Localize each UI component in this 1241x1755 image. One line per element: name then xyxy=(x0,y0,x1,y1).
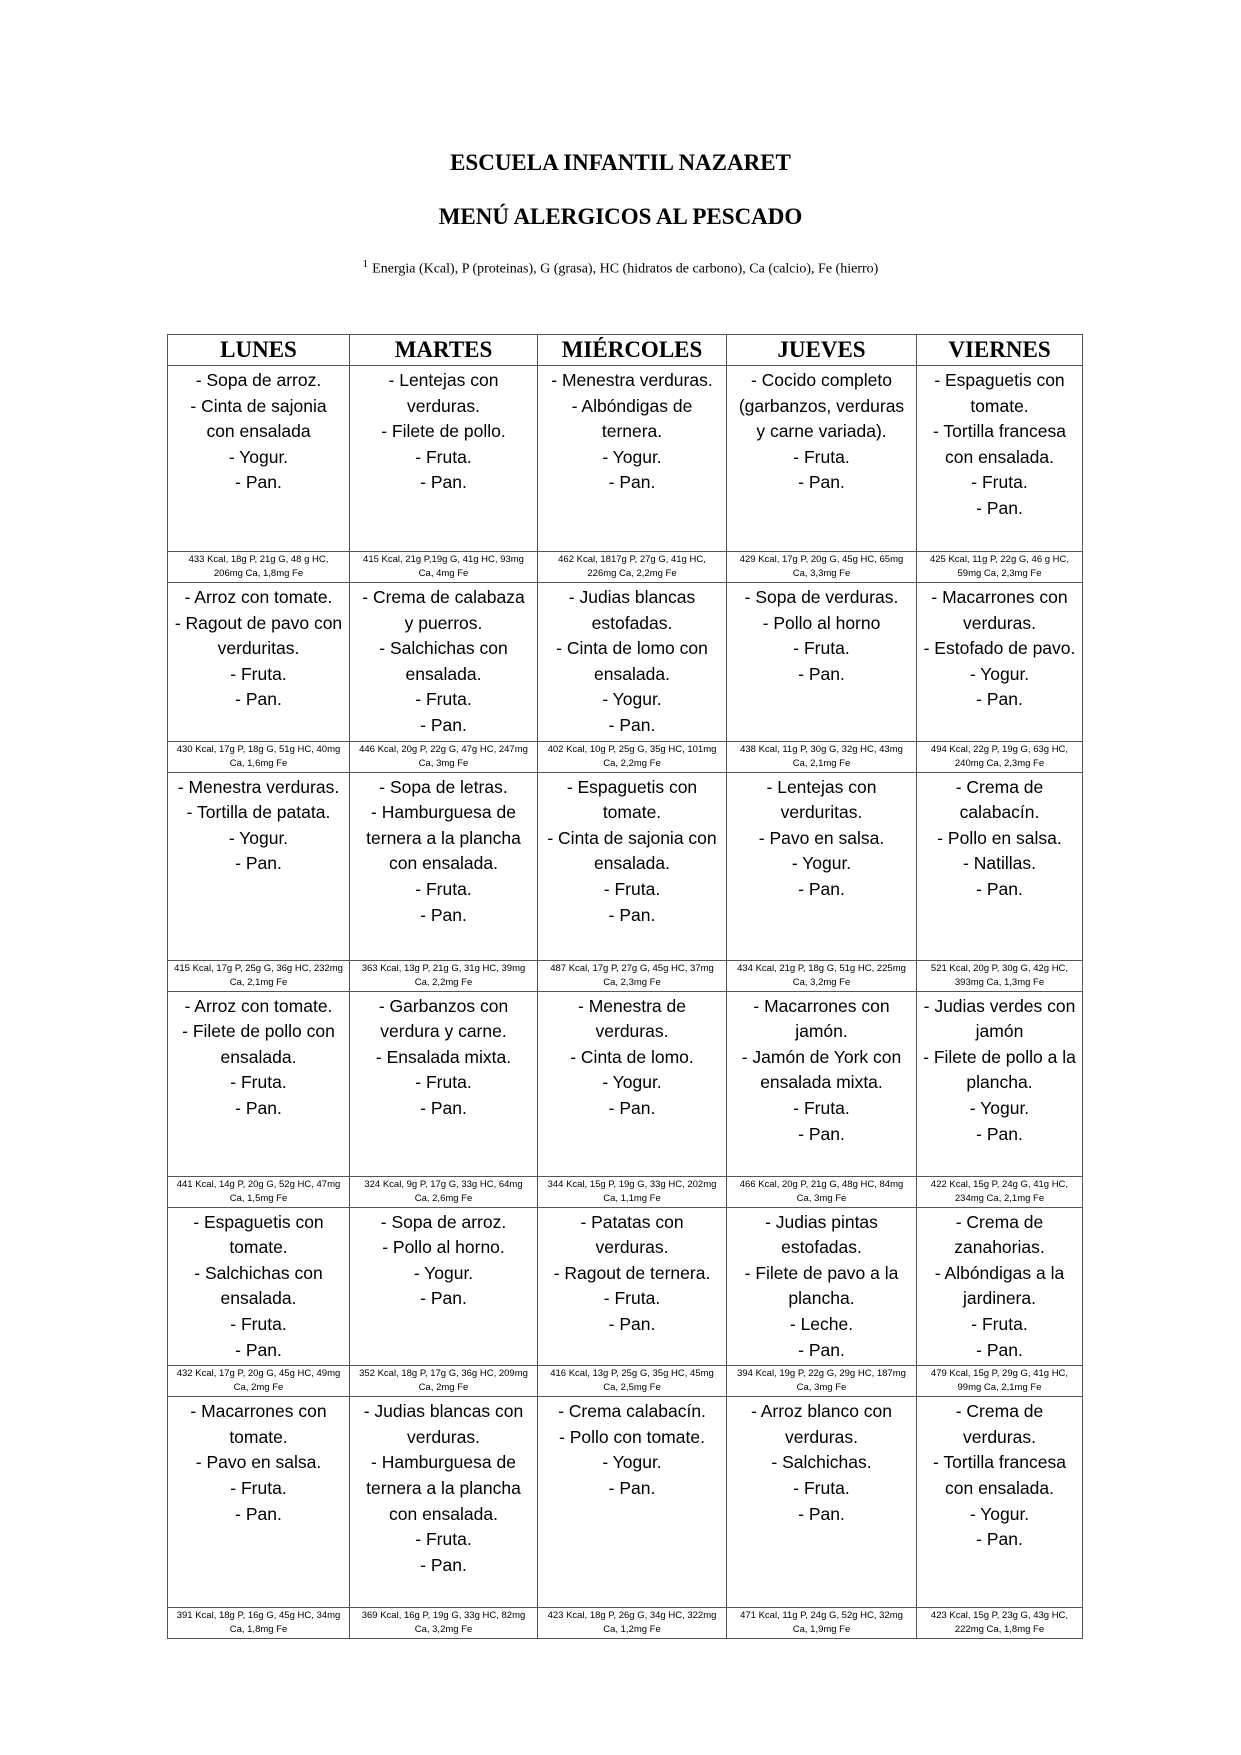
menu-text: - Crema de zanahorias. - Albóndigas a la jardinera. - Fruta. - Pan. xyxy=(934,1211,1065,1360)
nutrition-cell: 466 Kcal, 20g P, 21g G, 48g HC, 84mg Ca, 3mg Fe xyxy=(727,1176,917,1207)
nutrition-cell: 402 Kcal, 10g P, 25g G, 35g HC, 101mg Ca, 2,2mg Fe xyxy=(538,741,727,772)
menu-cell xyxy=(350,366,538,552)
legend-footnote-mark: 1 xyxy=(362,258,369,270)
nutrition-cell: 415 Kcal, 21g P,19g G, 41g HC, 93mg Ca, 4mg Fe xyxy=(350,552,538,583)
menu-text: - Sopa de arroz. - Pollo al horno. - Yogur. - Pan. xyxy=(380,1211,507,1309)
nutrition-cell: 415 Kcal, 17g P, 25g G, 36g HC, 232mg Ca, 2,1mg Fe xyxy=(168,960,350,991)
nutrition-cell: 369 Kcal, 16g P, 19g G, 33g HC, 82mg Ca, 3,2mg Fe xyxy=(350,1608,538,1639)
weekly-menu-table xyxy=(167,334,1083,1639)
menu-text: - Sopa de verduras. - Pollo al horno - Fruta. - Pan. xyxy=(744,587,899,684)
nutrition-cell: 479 Kcal, 15g P, 29g G, 41g HC, 99mg Ca, 2,1mg Fe xyxy=(917,1366,1083,1397)
menu-cell xyxy=(727,366,917,552)
menu-cell xyxy=(917,772,1083,960)
document-subtitle: MENÚ ALERGICOS AL PESCADO xyxy=(438,204,803,229)
menu-cell xyxy=(917,1397,1083,1608)
menu-cell xyxy=(727,991,917,1176)
document-title: ESCUELA INFANTIL NAZARET xyxy=(450,150,791,175)
menu-cell xyxy=(168,1397,350,1608)
nutrition-cell: 494 Kcal, 22g P, 19g G, 63g HC, 240mg Ca, 2,3mg Fe xyxy=(917,741,1083,772)
menu-row xyxy=(168,991,1083,1176)
menu-text: - Patatas con verduras. - Ragout de ternera. - Fruta. - Pan. xyxy=(553,1211,711,1334)
nutrition-cell: 394 Kcal, 19g P, 22g G, 29g HC, 187mg Ca, 3mg Fe xyxy=(727,1366,917,1397)
nutrition-cell: 363 Kcal, 13g P, 21g G, 31g HC, 39mg Ca, 2,2mg Fe xyxy=(350,960,538,991)
nutrition-cell: 391 Kcal, 18g P, 16g G, 45g HC, 34mg Ca, 1,8mg Fe xyxy=(168,1608,350,1639)
menu-cell xyxy=(538,772,727,960)
menu-cell xyxy=(168,1207,350,1366)
menu-text: - Crema de calabacín. - Pollo en salsa. - Natillas. - Pan. xyxy=(937,776,1062,899)
nutrition-cell: 352 Kcal, 18g P, 17g G, 36g HC, 209mg Ca, 2mg Fe xyxy=(350,1366,538,1397)
nutrition-cell: 487 Kcal, 17g P, 27g G, 45g HC, 37mg Ca, 2,3mg Fe xyxy=(538,960,727,991)
menu-cell xyxy=(168,583,350,742)
menu-text: - Arroz con tomate. - Filete de pollo con ensalada. - Fruta. - Pan. xyxy=(182,995,335,1118)
menu-text: - Crema de verduras. - Tortilla francesa con ensalada. - Yogur. - Pan. xyxy=(933,1401,1066,1550)
menu-text: - Crema calabacín. - Pollo con tomate. - Yogur. - Pan. xyxy=(558,1401,706,1498)
menu-text: - Cocido completo (garbanzos, verduras y carne variada). - Fruta. - Pan. xyxy=(738,370,905,493)
menu-text: - Lentejas con verduritas. - Pavo en salsa. - Yogur. - Pan. xyxy=(758,776,885,899)
nutrition-row xyxy=(168,1608,1083,1639)
menu-row xyxy=(168,366,1083,552)
menu-row xyxy=(168,583,1083,742)
nutrition-cell: 324 Kcal, 9g P, 17g G, 33g HC, 64mg Ca, 2,6mg Fe xyxy=(350,1176,538,1207)
nutrition-cell: 462 Kcal, 1817g P, 27g G, 41g HC, 226mg Ca, 2,2mg Fe xyxy=(538,552,727,583)
menu-cell xyxy=(350,772,538,960)
menu-cell xyxy=(350,991,538,1176)
menu-text: - Judias blancas estofadas. - Cinta de lomo con ensalada. - Yogur. - Pan. xyxy=(556,587,708,735)
nutrition-row xyxy=(168,741,1083,772)
day-header-jueves: JUEVES xyxy=(727,335,917,366)
nutrition-cell: 441 Kcal, 14g P, 20g G, 52g HC, 47mg Ca, 1,5mg Fe xyxy=(168,1176,350,1207)
day-header-lunes: LUNES xyxy=(168,335,350,366)
nutrition-cell: 446 Kcal, 20g P, 22g G, 47g HC, 247mg Ca, 3mg Fe xyxy=(350,741,538,772)
day-header-row xyxy=(168,335,1083,366)
menu-cell xyxy=(727,583,917,742)
menu-cell xyxy=(168,772,350,960)
menu-cell xyxy=(538,1207,727,1366)
nutrition-legend xyxy=(0,258,1241,278)
nutrition-row xyxy=(168,552,1083,583)
nutrition-cell: 416 Kcal, 13g P, 25g G, 35g HC, 45mg Ca, 2,5mg Fe xyxy=(538,1366,727,1397)
menu-cell xyxy=(350,1397,538,1608)
menu-text: - Judias verdes con jamón - Filete de pollo a la plancha. - Yogur. - Pan. xyxy=(923,995,1076,1144)
menu-cell xyxy=(350,1207,538,1366)
nutrition-cell: 521 Kcal, 20g P, 30g G, 42g HC, 393mg Ca, 1,3mg Fe xyxy=(917,960,1083,991)
nutrition-cell: 471 Kcal, 11g P, 24g G, 52g HC, 32mg Ca, 1,9mg Fe xyxy=(727,1608,917,1639)
nutrition-cell: 432 Kcal, 17g P, 20g G, 45g HC, 49mg Ca, 2mg Fe xyxy=(168,1366,350,1397)
menu-cell xyxy=(538,366,727,552)
nutrition-row xyxy=(168,960,1083,991)
menu-text: - Arroz blanco con verduras. - Salchichas. - Fruta. - Pan. xyxy=(750,1401,893,1524)
menu-text: - Lentejas con verduras. - Filete de pollo. - Fruta. - Pan. xyxy=(381,370,506,493)
menu-cell xyxy=(727,1207,917,1366)
nutrition-cell: 423 Kcal, 15g P, 23g G, 43g HC, 222mg Ca, 1,8mg Fe xyxy=(917,1608,1083,1639)
menu-text: - Menestra de verduras. - Cinta de lomo. - Yogur. - Pan. xyxy=(570,995,694,1118)
menu-cell xyxy=(168,366,350,552)
nutrition-cell: 438 Kcal, 11g P, 30g G, 32g HC, 43mg Ca, 2,1mg Fe xyxy=(727,741,917,772)
menu-text: - Crema de calabaza y puerros. - Salchichas con ensalada. - Fruta. - Pan. xyxy=(362,587,525,735)
menu-cell xyxy=(917,1207,1083,1366)
menu-text: - Judias blancas con verduras. - Hamburguesa de ternera a la plancha con ensalada. - Fruta. - Pan. xyxy=(363,1401,524,1575)
menu-text: - Menestra verduras. - Tortilla de patata. - Yogur. - Pan. xyxy=(177,776,340,874)
menu-cell xyxy=(538,991,727,1176)
menu-cell xyxy=(727,1397,917,1608)
nutrition-cell: 433 Kcal, 18g P, 21g G, 48 g HC, 206mg Ca, 1,8mg Fe xyxy=(168,552,350,583)
menu-text: - Espaguetis con tomate. - Tortilla francesa con ensalada. - Fruta. - Pan. xyxy=(933,370,1066,518)
nutrition-row xyxy=(168,1366,1083,1397)
day-header-viernes: VIERNES xyxy=(917,335,1083,366)
menu-text: - Macarrones con jamón. - Jamón de York con ensalada mixta. - Fruta. - Pan. xyxy=(741,995,902,1144)
menu-cell xyxy=(727,772,917,960)
menu-text: - Espaguetis con tomate. - Salchichas con ensalada. - Fruta. - Pan. xyxy=(193,1211,324,1360)
menu-cell xyxy=(538,583,727,742)
menu-cell xyxy=(917,583,1083,742)
nutrition-cell: 425 Kcal, 11g P, 22g G, 46 g HC, 59mg Ca, 2,3mg Fe xyxy=(917,552,1083,583)
nutrition-row xyxy=(168,1176,1083,1207)
menu-text: - Arroz con tomate. - Ragout de pavo con verduritas. - Fruta. - Pan. xyxy=(174,587,343,710)
menu-text: - Menestra verduras. - Albóndigas de ternera. - Yogur. - Pan. xyxy=(551,370,713,493)
day-header-miercoles: MIÉRCOLES xyxy=(538,335,727,366)
menu-text: - Judias pintas estofadas. - Filete de pavo a la plancha. - Leche. - Pan. xyxy=(744,1211,899,1360)
menu-row xyxy=(168,1397,1083,1608)
menu-cell xyxy=(538,1397,727,1608)
menu-cell xyxy=(350,583,538,742)
menu-text: - Garbanzos con verdura y carne. - Ensalada mixta. - Fruta. - Pan. xyxy=(375,995,512,1118)
legend-text: Energia (Kcal), P (proteinas), G (grasa), HC (hidratos de carbono), Ca (calcio), Fe (hierro) xyxy=(372,261,879,277)
menu-cell xyxy=(168,991,350,1176)
menu-text: - Espaguetis con tomate. - Cinta de sajonia con ensalada. - Fruta. - Pan. xyxy=(547,776,717,925)
nutrition-cell: 423 Kcal, 18g P, 26g G, 34g HC, 322mg Ca, 1,2mg Fe xyxy=(538,1608,727,1639)
nutrition-cell: 344 Kcal, 15g P, 19g G, 33g HC, 202mg Ca, 1,1mg Fe xyxy=(538,1176,727,1207)
menu-text: - Macarrones con tomate. - Pavo en salsa. - Fruta. - Pan. xyxy=(190,1401,327,1524)
menu-cell xyxy=(917,366,1083,552)
menu-text: - Macarrones con verduras. - Estofado de pavo. - Yogur. - Pan. xyxy=(923,587,1076,710)
menu-row xyxy=(168,772,1083,960)
day-header-martes: MARTES xyxy=(350,335,538,366)
nutrition-cell: 434 Kcal, 21g P, 18g G, 51g HC, 225mg Ca, 3,2mg Fe xyxy=(727,960,917,991)
menu-cell xyxy=(917,991,1083,1176)
nutrition-cell: 422 Kcal, 15g P, 24g G, 41g HC, 234mg Ca, 2,1mg Fe xyxy=(917,1176,1083,1207)
nutrition-cell: 429 Kcal, 17g P, 20g G, 45g HC, 65mg Ca, 3,3mg Fe xyxy=(727,552,917,583)
menu-text: - Sopa de arroz. - Cinta de sajonia con ensalada - Yogur. - Pan. xyxy=(190,370,327,493)
menu-text: - Sopa de letras. - Hamburguesa de ternera a la plancha con ensalada. - Fruta. - Pan. xyxy=(366,776,521,925)
menu-row xyxy=(168,1207,1083,1366)
nutrition-cell: 430 Kcal, 17g P, 18g G, 51g HC, 40mg Ca, 1,6mg Fe xyxy=(168,741,350,772)
